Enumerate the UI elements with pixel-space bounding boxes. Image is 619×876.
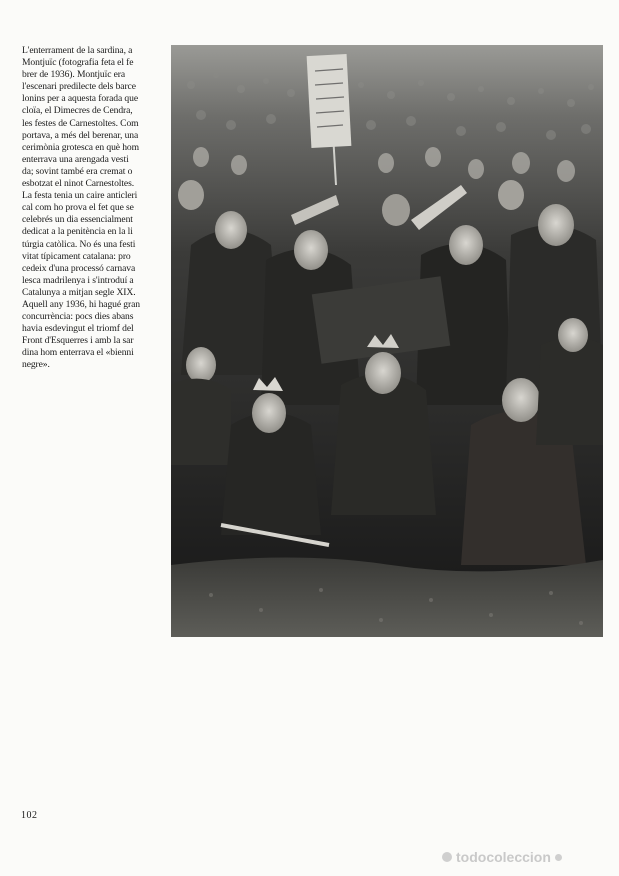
- caption-line: portava, a més del berenar, una: [22, 129, 139, 141]
- caption-line: túrgia catòlica. No és una festi: [22, 238, 136, 250]
- watermark-dot-icon: [442, 852, 452, 862]
- caption-line: lesca madrilenya i s'introduí a: [22, 274, 134, 286]
- caption-line: La festa tenia un caire anticleri: [22, 190, 138, 202]
- caption-line: les festes de Carnestoltes. Com: [22, 117, 139, 129]
- caption-line: lonins per a aquesta forada que: [22, 93, 138, 105]
- caption-line: dina hom enterrava el «bienni: [22, 347, 134, 359]
- caption-line: concurrència: pocs dies abans: [22, 311, 134, 323]
- caption-line: brer de 1936). Montjuïc era: [22, 69, 126, 81]
- page-number: 102: [21, 810, 38, 821]
- caption-line: esbotzat el ninot Carnestoltes.: [22, 178, 134, 190]
- watermark-dot-icon: [555, 854, 562, 861]
- caption-line: enterrava una arengada vesti: [22, 153, 129, 165]
- caption-line: cal com ho prova el fet que se: [22, 202, 134, 214]
- caption-line: Front d'Esquerres i amb la sar: [22, 335, 134, 347]
- caption-line: L'enterrament de la sardina, a: [22, 45, 133, 56]
- watermark-text: todocoleccion: [456, 849, 551, 865]
- caption-line: l'escenari predilecte dels barce: [22, 81, 136, 93]
- caption-line: cedeix d'una processó carnava: [22, 262, 136, 274]
- caption-line: Catalunya a mitjan segle XIX.: [22, 286, 136, 298]
- caption-line: Montjuïc (fotografia feta el fe: [22, 57, 134, 69]
- caption-line: Aquell any 1936, hi hagué gran: [22, 298, 140, 310]
- photo-caption: [22, 45, 162, 372]
- caption-line: havia esdevingut el triomf del: [22, 323, 134, 335]
- historical-photograph: [171, 45, 603, 637]
- caption-line: cloïa, el Dimecres de Cendra,: [22, 105, 133, 117]
- caption-line: vitat típicament catalana: pro: [22, 250, 131, 262]
- watermark-logo: [442, 846, 562, 868]
- caption-line: cerimònia grotesca en què hom: [22, 141, 139, 153]
- caption-line: celebrés un dia essencialment: [22, 214, 133, 226]
- crowd-photo-illustration: [171, 45, 603, 637]
- caption-line: dedicat a la penitència en la li: [22, 226, 133, 238]
- caption-line: negre».: [22, 359, 50, 371]
- caption-line: da; sovint també era cremat o: [22, 165, 133, 177]
